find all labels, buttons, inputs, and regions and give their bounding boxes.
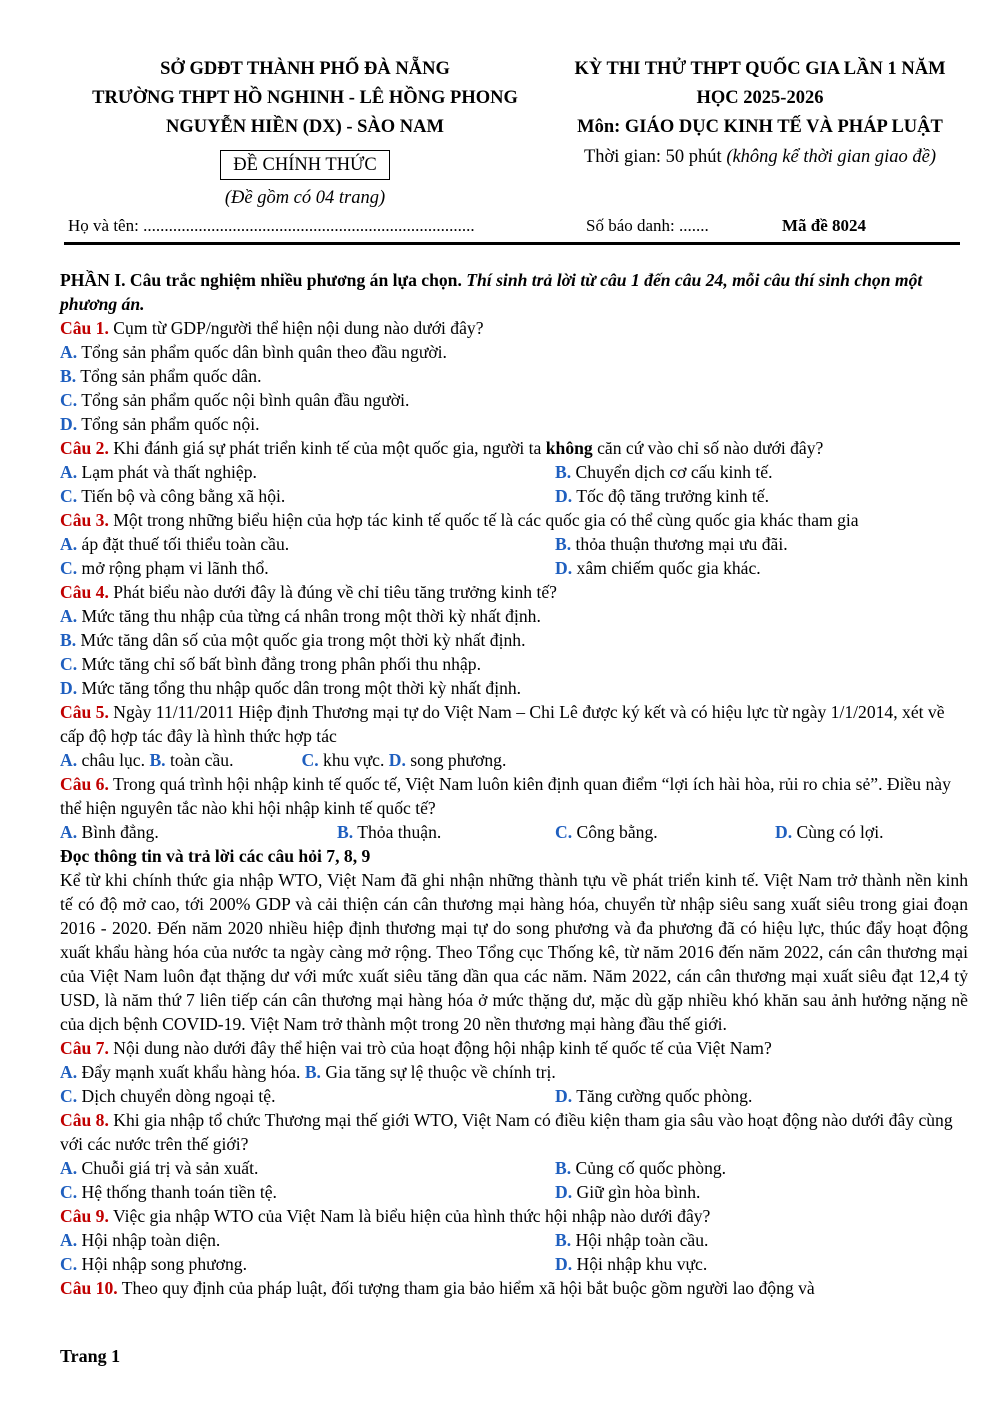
- option-letter: A.: [60, 342, 78, 362]
- option-row: [60, 1252, 968, 1276]
- option: [60, 460, 555, 484]
- candidate-number-field: Số báo danh: .......: [586, 216, 709, 235]
- option-letter: D.: [775, 822, 793, 842]
- option-text: Mức tăng tổng thu nhập quốc dân trong một thời kỳ nhất định.: [81, 678, 522, 698]
- option: [60, 676, 968, 700]
- school-name-2: NGUYỄN HIỀN (DX) - SÀO NAM: [165, 117, 444, 137]
- option: [555, 1156, 726, 1180]
- question-text: Một trong những biểu hiện của hợp tác kinh tế quốc tế là các quốc gia có thể cùng quốc gia khác tham gia: [108, 510, 859, 530]
- option-letter: D.: [555, 558, 573, 578]
- option-row: [60, 532, 968, 556]
- option-row: [60, 748, 968, 772]
- option: [60, 628, 968, 652]
- option-text: Hội nhập khu vực.: [576, 1254, 708, 1274]
- question-number: Câu 5.: [60, 702, 109, 722]
- option-text: xâm chiếm quốc gia khác.: [576, 558, 761, 578]
- option-text: Tổng sản phẩm quốc dân bình quân theo đầu người.: [81, 342, 447, 362]
- option-text: Củng cố quốc phòng.: [575, 1158, 727, 1178]
- time-note: (không kể thời gian giao đề): [726, 147, 937, 167]
- question-text: Ngày 11/11/2011 Hiệp định Thương mại tự do Việt Nam – Chi Lê được ký kết và có hiệu lực từ ngày 1/1/2014, xét về cấp độ hợp tác đây là hình thức hợp tác: [60, 702, 945, 746]
- option-text: Tốc độ tăng trưởng kinh tế.: [576, 486, 769, 506]
- question-4: [60, 580, 968, 604]
- option-letter: B.: [304, 1062, 321, 1082]
- option-text: áp đặt thuế tối thiểu toàn cầu.: [81, 534, 290, 554]
- option: [60, 820, 337, 844]
- option-letter: D.: [555, 1086, 573, 1106]
- question-number: Câu 4.: [60, 582, 109, 602]
- option-text: Giữ gìn hòa bình.: [576, 1182, 701, 1202]
- option-text: Thỏa thuận.: [357, 822, 442, 842]
- option-text: khu vực.: [323, 750, 385, 770]
- option-letter: C.: [60, 1086, 78, 1106]
- question-6: [60, 772, 968, 820]
- option: [60, 532, 555, 556]
- question-1: [60, 316, 968, 340]
- exam-title-block: [550, 55, 970, 170]
- option-letter: C.: [60, 654, 78, 674]
- option: [555, 820, 775, 844]
- option-row: [60, 460, 968, 484]
- option-text: Tổng sản phẩm quốc nội bình quân đầu người.: [81, 390, 410, 410]
- option: [555, 1084, 752, 1108]
- option-text: Mức tăng thu nhập của từng cá nhân trong một thời kỳ nhất định.: [81, 606, 541, 626]
- option-row: [60, 1156, 968, 1180]
- question-3: [60, 508, 968, 532]
- option-text: Hội nhập toàn diện.: [81, 1230, 221, 1250]
- option-letter: A.: [60, 534, 78, 554]
- option: [60, 652, 968, 676]
- option: [60, 1084, 555, 1108]
- section-instruction: Thí sinh trả lời từ câu 1 đến câu 24, mỗi câu thí sinh chọn một phương án.: [60, 270, 923, 314]
- candidate-id-row: [64, 216, 960, 245]
- option: [60, 388, 968, 412]
- option-row: [60, 1060, 968, 1084]
- exam-year: HỌC 2025-2026: [696, 88, 824, 108]
- option: [60, 1228, 555, 1252]
- option-letter: B.: [60, 630, 77, 650]
- option-text: Cùng có lợi.: [796, 822, 884, 842]
- option-letter: A.: [60, 462, 78, 482]
- option-text: mở rộng phạm vi lãnh thổ.: [81, 558, 269, 578]
- option-letter: C.: [60, 1254, 78, 1274]
- option-letter: C.: [60, 1182, 78, 1202]
- question-5: [60, 700, 968, 748]
- question-2: [60, 436, 968, 460]
- option-letter: A.: [60, 1158, 78, 1178]
- option-text: Gia tăng sự lệ thuộc về chính trị.: [325, 1062, 556, 1082]
- option-text: Chuỗi giá trị và sản xuất.: [81, 1158, 259, 1178]
- time-limit: [550, 144, 970, 170]
- question-text: Việc gia nhập WTO của Việt Nam là biểu hiện của hình thức hội nhập nào dưới đây?: [108, 1206, 711, 1226]
- option-row: [60, 484, 968, 508]
- option-text: Tổng sản phẩm quốc nội.: [81, 414, 260, 434]
- option: [60, 1252, 555, 1276]
- question-text: Cụm từ GDP/người thể hiện nội dung nào dưới đây?: [108, 318, 484, 338]
- option: [555, 484, 769, 508]
- exam-content: [60, 268, 968, 1300]
- option-text: Đẩy mạnh xuất khẩu hàng hóa.: [81, 1062, 301, 1082]
- option-letter: A.: [60, 606, 78, 626]
- question-text: Theo quy định của pháp luật, đối tượng tham gia bảo hiểm xã hội bắt buộc gồm người lao động và: [117, 1278, 815, 1298]
- page-count-note: (Đề gồm có 04 trang): [224, 188, 386, 208]
- option-text: Hệ thống thanh toán tiền tệ.: [81, 1182, 277, 1202]
- option-letter: A.: [60, 1062, 78, 1082]
- school-block: [60, 55, 550, 209]
- official-badge: ĐỀ CHÍNH THỨC: [220, 150, 390, 180]
- subject: Môn: GIÁO DỤC KINH TẾ VÀ PHÁP LUẬT: [577, 117, 943, 137]
- exam-title: KỲ THI THỬ THPT QUỐC GIA LẦN 1 NĂM: [574, 59, 946, 79]
- option-letter: A.: [60, 1230, 78, 1250]
- option-text: Dịch chuyển dòng ngoại tệ.: [81, 1086, 276, 1106]
- option-letter: C.: [555, 822, 573, 842]
- page-number: Trang 1: [60, 1346, 121, 1366]
- option-letter: D.: [555, 486, 573, 506]
- option: [555, 1228, 708, 1252]
- option: [555, 556, 761, 580]
- option-row: [60, 1180, 968, 1204]
- option: [60, 340, 968, 364]
- option: [60, 364, 968, 388]
- option-letter: A.: [60, 822, 78, 842]
- question-text: Phát biểu nào dưới đây là đúng về chỉ tiêu tăng trưởng kinh tế?: [108, 582, 557, 602]
- option-letter: B.: [60, 366, 77, 386]
- option-text: toàn cầu.: [169, 750, 234, 770]
- option-letter: A.: [60, 750, 78, 770]
- question-number: Câu 3.: [60, 510, 109, 530]
- passage-title: Đọc thông tin và trả lời các câu hỏi 7, 8, 9: [60, 846, 371, 866]
- option-row: [60, 556, 968, 580]
- option-row: [60, 1228, 968, 1252]
- option-text: Mức tăng dân số của một quốc gia trong một thời kỳ nhất định.: [80, 630, 526, 650]
- option-text: Hội nhập song phương.: [81, 1254, 247, 1274]
- option-letter: B.: [337, 822, 354, 842]
- option-text: Công bằng.: [576, 822, 658, 842]
- option-letter: B.: [149, 750, 166, 770]
- section-heading: PHẦN I. Câu trắc nghiệm nhiều phương án lựa chọn.: [60, 270, 467, 290]
- question-number: Câu 1.: [60, 318, 109, 338]
- passage-text: Kể từ khi chính thức gia nhập WTO, Việt Nam đã ghi nhận những thành tựu về phát triển kinh tế. Việt Nam trở thành nền kinh tế có độ mở cao, tới 200% GDP và cải thiện cán cân thương mại hàng hóa, chuyển từ nhập siêu sang xuất siêu trong giai đoạn 2016 - 2020. Đến năm 2020 nhiều hiệp định thương mại tự do song phương và đa phương đã có hiệu lực, thúc đẩy hoạt động xuất khẩu hàng hóa của nước ta ngày càng mở rộng. Theo Tổng cục Thống kê, từ năm 2016 đến năm 2022, cán cân thương mại của Việt Nam luôn đạt thặng dư với mức xuất siêu tăng dần qua các năm. Năm 2022, cán cân thương mại xuất siêu đạt 12,4 tỷ USD, là năm thứ 7 liên tiếp cán cân thương mại hàng hóa ở mức thặng dư, mặc dù gặp nhiều khó khăn sau ảnh hưởng nặng nề của dịch bệnh COVID-19. Việt Nam trở thành một trong 20 nền thương mại hàng đầu thế giới.: [60, 870, 968, 1034]
- option: [555, 460, 772, 484]
- option: [337, 820, 555, 844]
- department-name: SỞ GDĐT THÀNH PHỐ ĐÀ NẴNG: [160, 59, 450, 79]
- option: [60, 1180, 555, 1204]
- option-letter: B.: [555, 1230, 572, 1250]
- question-number: Câu 8.: [60, 1110, 109, 1130]
- option-row: [60, 820, 968, 844]
- question-text-end: căn cứ vào chỉ số nào dưới đây?: [592, 438, 824, 458]
- question-text: Khi gia nhập tổ chức Thương mại thế giới WTO, Việt Nam có điều kiện tham gia sâu vào hoạt động nào dưới đây cùng với các nước trên thế giới?: [60, 1110, 953, 1154]
- question-number: Câu 9.: [60, 1206, 109, 1226]
- question-9: [60, 1204, 968, 1228]
- option-letter: C.: [60, 486, 78, 506]
- option-letter: D.: [388, 750, 406, 770]
- option-letter: D.: [60, 678, 78, 698]
- option-letter: B.: [555, 534, 572, 554]
- option-letter: D.: [555, 1254, 573, 1274]
- question-text: Trong quá trình hội nhập kinh tế quốc tế, Việt Nam luôn kiên định quan điểm “lợi ích hài hòa, rủi ro chia sẻ”. Điều này thể hiện nguyên tắc nào khi hội nhập kinh tế quốc tế?: [60, 774, 951, 818]
- question-8: [60, 1108, 968, 1156]
- time-text: Thời gian: 50 phút: [583, 147, 727, 167]
- option-text: Lạm phát và thất nghiệp.: [81, 462, 257, 482]
- question-text: Nội dung nào dưới đây thể hiện vai trò của hoạt động hội nhập kinh tế quốc tế của Việt Nam?: [108, 1038, 772, 1058]
- option: [60, 604, 968, 628]
- option: [775, 820, 884, 844]
- question-7: [60, 1036, 968, 1060]
- option-text: Tổng sản phẩm quốc dân.: [80, 366, 262, 386]
- option: [60, 412, 968, 436]
- option-text: Mức tăng chỉ số bất bình đẳng trong phân phối thu nhập.: [81, 654, 481, 674]
- option: [60, 484, 555, 508]
- option-letter: C.: [60, 390, 78, 410]
- option-letter: B.: [555, 1158, 572, 1178]
- option-text: Chuyển dịch cơ cấu kinh tế.: [575, 462, 773, 482]
- option-text: Hội nhập toàn cầu.: [575, 1230, 709, 1250]
- option-text: Tăng cường quốc phòng.: [576, 1086, 753, 1106]
- option-text: châu lục.: [81, 750, 146, 770]
- question-number: Câu 7.: [60, 1038, 109, 1058]
- option-row: [60, 1084, 968, 1108]
- option: [60, 1156, 555, 1180]
- option-letter: C.: [60, 558, 78, 578]
- option-letter: D.: [555, 1182, 573, 1202]
- school-name: TRƯỜNG THPT HỒ NGHINH - LÊ HỒNG PHONG: [92, 88, 518, 108]
- section-title: [60, 268, 968, 316]
- option-text: song phương.: [410, 750, 507, 770]
- option: [555, 1180, 700, 1204]
- question-10: [60, 1276, 968, 1300]
- option: [555, 1252, 707, 1276]
- exam-code: Mã đề 8024: [782, 216, 867, 235]
- option-letter: B.: [555, 462, 572, 482]
- emphasis-word: không: [545, 438, 593, 458]
- question-number: Câu 10.: [60, 1278, 118, 1298]
- option-letter: C.: [301, 750, 319, 770]
- option-text: thỏa thuận thương mại ưu đãi.: [575, 534, 788, 554]
- option-text: Bình đẳng.: [81, 822, 159, 842]
- candidate-name-field: Họ và tên: ..............................................................................: [68, 216, 475, 235]
- question-text: Khi đánh giá sự phát triển kinh tế của một quốc gia, người ta: [108, 438, 546, 458]
- option: [555, 532, 788, 556]
- option: [60, 556, 555, 580]
- question-number: Câu 6.: [60, 774, 109, 794]
- question-number: Câu 2.: [60, 438, 109, 458]
- option-letter: D.: [60, 414, 78, 434]
- option-text: Tiến bộ và công bằng xã hội.: [81, 486, 286, 506]
